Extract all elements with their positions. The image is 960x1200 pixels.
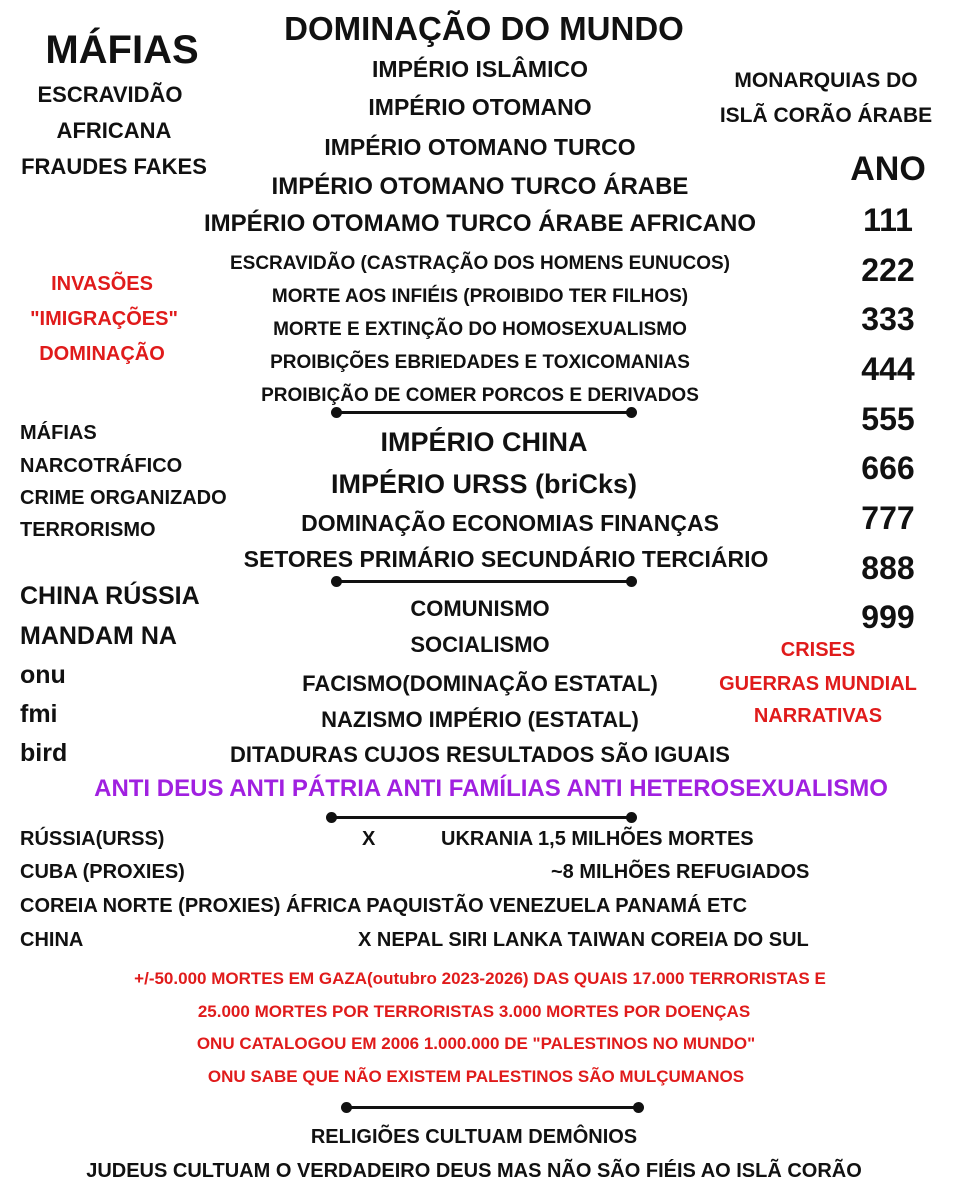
left-heading: MÁFIAS [45, 28, 199, 72]
left-red-line-2: "IMIGRAÇÕES" [30, 308, 178, 330]
war-china: CHINA [20, 929, 84, 951]
footer-line-1: RELIGIÕES CULTUAM DEMÔNIOS [310, 1126, 638, 1148]
year-888: 888 [861, 550, 915, 586]
left-red-line-3: DOMINAÇÃO [39, 343, 165, 365]
empire-line-1: IMPÉRIO ISLÂMICO [372, 56, 588, 82]
left-crime-line-4: TERRORISMO [20, 519, 156, 541]
gaza-line-2: 25.000 MORTES POR TERRORISTAS 3.000 MORTES POR DOENÇAS [197, 1002, 751, 1021]
ideology-dictatorships: DITADURAS CUJOS RESULTADOS SÃO IGUAIS [230, 742, 730, 767]
left-china-line-4: fmi [20, 700, 58, 728]
gaza-line-3: ONU CATALOGOU EM 2006 1.000.000 DE "PALESTINOS NO MUNDO" [196, 1034, 756, 1053]
war-x-1: X [362, 828, 376, 850]
gaza-line-4: ONU SABE QUE NÃO EXISTEM PALESTINOS SÃO MULÇUMANOS [207, 1067, 745, 1086]
divider-line-4 [346, 1106, 639, 1109]
year-222: 222 [861, 252, 915, 288]
right-top-line-2: ISLÃ CORÃO ÁRABE [719, 104, 933, 127]
year-444: 444 [861, 351, 915, 387]
war-ukraine: UKRANIA 1,5 MILHÕES MORTES [441, 828, 754, 850]
rule-line-4: PROIBIÇÕES EBRIEDADES E TOXICOMANIAS [270, 352, 690, 373]
right-top-line-1: MONARQUIAS DO [734, 69, 918, 92]
divider-line-3 [331, 816, 632, 819]
right-red-line-2: GUERRAS MUNDIAL [719, 673, 917, 695]
ideology-nazism: NAZISMO IMPÉRIO (ESTATAL) [321, 707, 639, 732]
left-top-line-2: AFRICANA [56, 118, 172, 143]
year-999: 999 [861, 599, 915, 635]
rule-line-5: PROIBIÇÃO DE COMER PORCOS E DERIVADOS [261, 385, 699, 406]
empire-line-4: IMPÉRIO OTOMANO TURCO ÁRABE [271, 173, 689, 200]
empire-urss: IMPÉRIO URSS (briCks) [330, 469, 638, 499]
rule-line-2: MORTE AOS INFIÉIS (PROIBIDO TER FILHOS) [271, 286, 689, 307]
domination-line-2: SETORES PRIMÁRIO SECUNDÁRIO TERCIÁRIO [243, 546, 769, 572]
empire-china: IMPÉRIO CHINA [380, 427, 588, 457]
divider-line-2 [336, 580, 632, 583]
left-china-line-1: CHINA RÚSSIA [20, 582, 200, 610]
left-crime-line-3: CRIME ORGANIZADO [20, 487, 227, 509]
left-china-line-5: bird [20, 739, 68, 767]
year-555: 555 [861, 401, 915, 437]
rule-line-1: ESCRAVIDÃO (CASTRAÇÃO DOS HOMENS EUNUCOS) [229, 253, 731, 274]
right-red-line-3: NARRATIVAS [753, 705, 883, 727]
page-title: DOMINAÇÃO DO MUNDO [284, 10, 684, 47]
left-red-line-1: INVASÕES [51, 273, 153, 295]
divider-line-1 [336, 411, 632, 414]
empire-line-2: IMPÉRIO OTOMANO [368, 94, 592, 120]
year-333: 333 [861, 301, 915, 337]
war-russia: RÚSSIA(URSS) [20, 828, 165, 850]
left-china-line-3: onu [20, 661, 66, 689]
year-label: ANO [850, 150, 926, 188]
year-777: 777 [861, 500, 915, 536]
footer-line-2: JUDEUS CULTUAM O VERDADEIRO DEUS MAS NÃO SÃO FIÉIS AO ISLÃ CORÃO [86, 1160, 862, 1182]
year-666: 666 [861, 450, 915, 486]
rule-line-3: MORTE E EXTINÇÃO DO HOMOSEXUALISMO [273, 319, 687, 340]
war-refugees: ~8 MILHÕES REFUGIADOS [551, 861, 810, 883]
ideology-fascism: FACISMO(DOMINAÇÃO ESTATAL) [302, 671, 658, 696]
left-top-line-1: ESCRAVIDÃO [37, 82, 183, 107]
ideology-communism: COMUNISMO [410, 596, 550, 621]
empire-line-3: IMPÉRIO OTOMANO TURCO [324, 134, 636, 160]
year-111: 111 [863, 202, 913, 238]
war-x-2: X NEPAL SIRI LANKA TAIWAN COREIA DO SUL [358, 929, 809, 951]
war-korea: COREIA NORTE (PROXIES) ÁFRICA PAQUISTÃO VENEZUELA PANAMÁ ETC [20, 895, 748, 917]
gaza-line-1: +/-50.000 MORTES EM GAZA(outubro 2023-2026) DAS QUAIS 17.000 TERRORISTAS E [134, 969, 826, 988]
ideology-socialism: SOCIALISMO [410, 632, 550, 657]
domination-line-1: DOMINAÇÃO ECONOMIAS FINANÇAS [301, 510, 719, 536]
right-red-line-1: CRISES [780, 639, 856, 661]
left-top-line-3: FRAUDES FAKES [21, 154, 207, 179]
left-crime-line-2: NARCOTRÁFICO [20, 455, 183, 477]
war-cuba: CUBA (PROXIES) [20, 861, 185, 883]
empire-line-5: IMPÉRIO OTOMAMO TURCO ÁRABE AFRICANO [204, 210, 756, 237]
anti-slogan: ANTI DEUS ANTI PÁTRIA ANTI FAMÍLIAS ANTI HETEROSEXUALISMO [94, 775, 888, 802]
left-crime-line-1: MÁFIAS [20, 422, 97, 444]
left-china-line-2: MANDAM NA [20, 622, 177, 650]
